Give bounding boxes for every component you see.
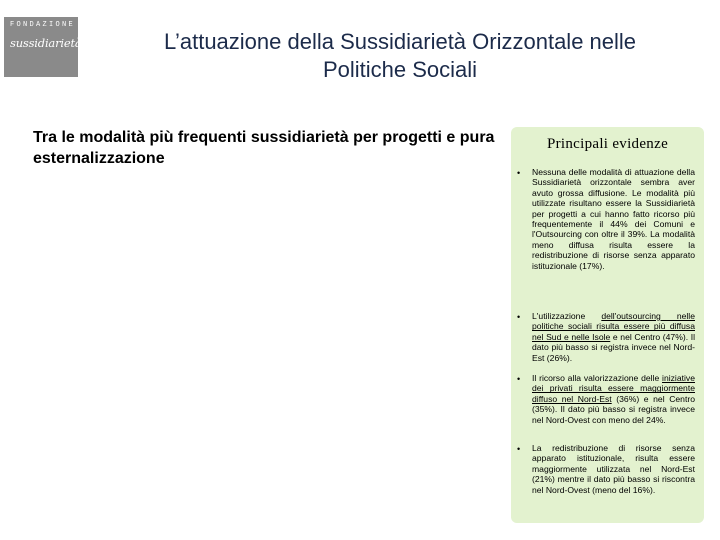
bullet-dot-icon: •: [517, 312, 521, 322]
bullet-dot-icon: •: [517, 168, 521, 178]
slide-title: [95, 28, 705, 84]
bullet-dot-icon: •: [517, 444, 521, 454]
bullet-text-pre: L'utilizzazione: [532, 311, 602, 321]
bullet-text: La redistribuzione di risorse senza apparato istituzionale, risulta essere maggiormente utilizzata nel Nord-Est (21%) mentre il dato più basso si riscontra nel Nord-Ovest (meno del 16%).: [532, 443, 695, 495]
bullet-text-post: (36%) e nel Centro (35%). Il dato più basso si registra invece nel Nord-Ovest con meno del 24%.: [532, 393, 695, 425]
fondazione-logo: [4, 17, 82, 77]
logo-bottom-text: sussidiarietà: [10, 36, 82, 50]
slide-subheading: Tra le modalità più frequenti sussidiarietà per progetti e pura esternalizzazione: [33, 129, 495, 167]
slide-title-line-2: Politiche Sociali: [322, 57, 478, 82]
bullet-text-pre: Il ricorso alla valorizzazione delle: [532, 373, 663, 383]
bullet-text-underlined: iniziative dei privati risulta essere maggiormente diffuso nel Nord-Est: [532, 373, 695, 404]
bullet-dot-icon: •: [517, 374, 521, 384]
panel-title: Principali evidenze: [546, 136, 669, 152]
evidence-panel: [511, 127, 704, 523]
slide-title-line-1: L’attuazione della Sussidiarietà Orizzontale nelle: [163, 29, 637, 54]
bullet-text: Nessuna delle modalità di attuazione della Sussidiarietà orizzontale sembra aver avuto grossa diffusione. Le modalità più utilizzate risultano essere la Sussidiarietà per progetti a cui hanno fatto ricorso più frequentemente il 44% dei Comuni e l'Outsourcing con oltre il 39%. La modalità meno diffusa risulta essere la redistribuzione di risorse senza apparato istituzionale (17%).: [532, 167, 695, 271]
bullet-text: [532, 373, 695, 425]
logo-top-text: FONDAZIONE: [10, 21, 76, 29]
bullet-text-post: e nel Centro (47%). Il dato più basso si registra invece nel Nord-Est (26%).: [532, 331, 695, 363]
bullet-text: [532, 311, 695, 363]
bullet-text-underlined: dell'outsourcing nelle politiche sociali risulta essere più diffusa nel Sud e nelle Isole: [532, 311, 695, 342]
